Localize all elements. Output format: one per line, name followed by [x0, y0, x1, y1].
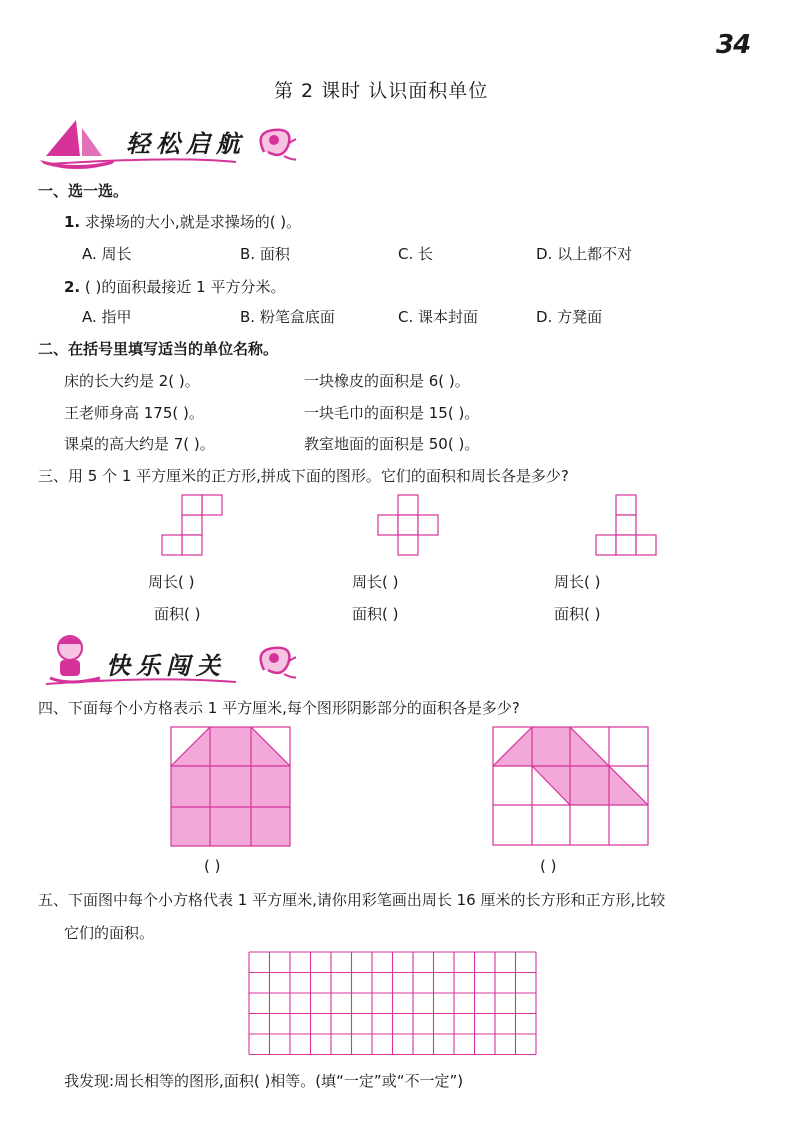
fill-blank: 床的长大约是 2( )。: [64, 372, 200, 390]
option: B. 粉笔盒底面: [240, 308, 335, 326]
section-banner-2: [36, 630, 296, 690]
question-4-title: 四、下面每个小方格表示 1 平方厘米,每个图形阴影部分的面积各是多少?: [38, 699, 520, 717]
banner-title: 快乐闯关: [106, 652, 226, 680]
shaded-grid-2: [492, 726, 650, 848]
perimeter-blank: 周长( ): [148, 573, 195, 591]
area-blank: 面积( ): [554, 605, 601, 623]
finding-sentence: 我发现:周长相等的图形,面积( )相等。(填“一定”或“不一定”): [64, 1072, 464, 1090]
fill-blank: 一块橡皮的面积是 6( )。: [304, 372, 470, 390]
option: B. 面积: [240, 245, 290, 263]
item-text: ( )的面积最接近 1 平方分米。: [84, 278, 286, 296]
question-1-title: 一、选一选。: [38, 182, 129, 200]
lesson-title: 第 2 课时 认识面积单位: [274, 80, 489, 102]
answer-blank-2: ( ): [540, 857, 557, 875]
fill-blank: 课桌的高大约是 7( )。: [64, 435, 215, 453]
question-2-title: 二、在括号里填写适当的单位名称。: [38, 340, 279, 358]
question-5-title: 五、下面图中每个小方格代表 1 平方厘米,请你用彩笔画出周长 16 厘米的长方形和正方形,比较: [38, 891, 666, 909]
perimeter-blank: 周长( ): [554, 573, 601, 591]
question-1-1: [64, 211, 301, 232]
decorative-swirl-icon: [261, 130, 296, 160]
item-number: 2.: [64, 278, 81, 296]
item-number: 1.: [64, 213, 81, 231]
pentomino-shape-1: [160, 494, 226, 558]
decorative-swirl-icon: [261, 648, 296, 678]
area-blank: 面积( ): [352, 605, 399, 623]
option: A. 指甲: [82, 308, 132, 326]
item-text: 求操场的大小,就是求操场的( )。: [84, 213, 302, 231]
question-1-2: [64, 276, 285, 297]
banner-title: 轻松启航: [126, 130, 246, 158]
option: D. 方凳面: [536, 308, 603, 326]
section-banner-1: [36, 112, 296, 172]
option: C. 课本封面: [398, 308, 479, 326]
perimeter-blank: 周长( ): [352, 573, 399, 591]
option: C. 长: [398, 245, 434, 263]
option: A. 周长: [82, 245, 132, 263]
option: D. 以上都不对: [536, 245, 633, 263]
question-5-title-line2: 它们的面积。: [64, 924, 155, 942]
answer-blank-1: ( ): [204, 857, 221, 875]
fill-blank: 一块毛巾的面积是 15( )。: [304, 404, 480, 422]
fill-blank: 王老师身高 175( )。: [64, 404, 204, 422]
question-3-title: 三、用 5 个 1 平方厘米的正方形,拼成下面的图形。它们的面积和周长各是多少?: [38, 467, 569, 485]
pentomino-shape-2: [376, 494, 442, 558]
pentomino-shape-3: [594, 494, 660, 558]
area-blank: 面积( ): [154, 605, 201, 623]
page-number: 34: [716, 30, 751, 60]
shaded-grid-1: [170, 726, 292, 848]
drawing-grid[interactable]: [248, 951, 538, 1057]
fill-blank: 教室地面的面积是 50( )。: [304, 435, 480, 453]
